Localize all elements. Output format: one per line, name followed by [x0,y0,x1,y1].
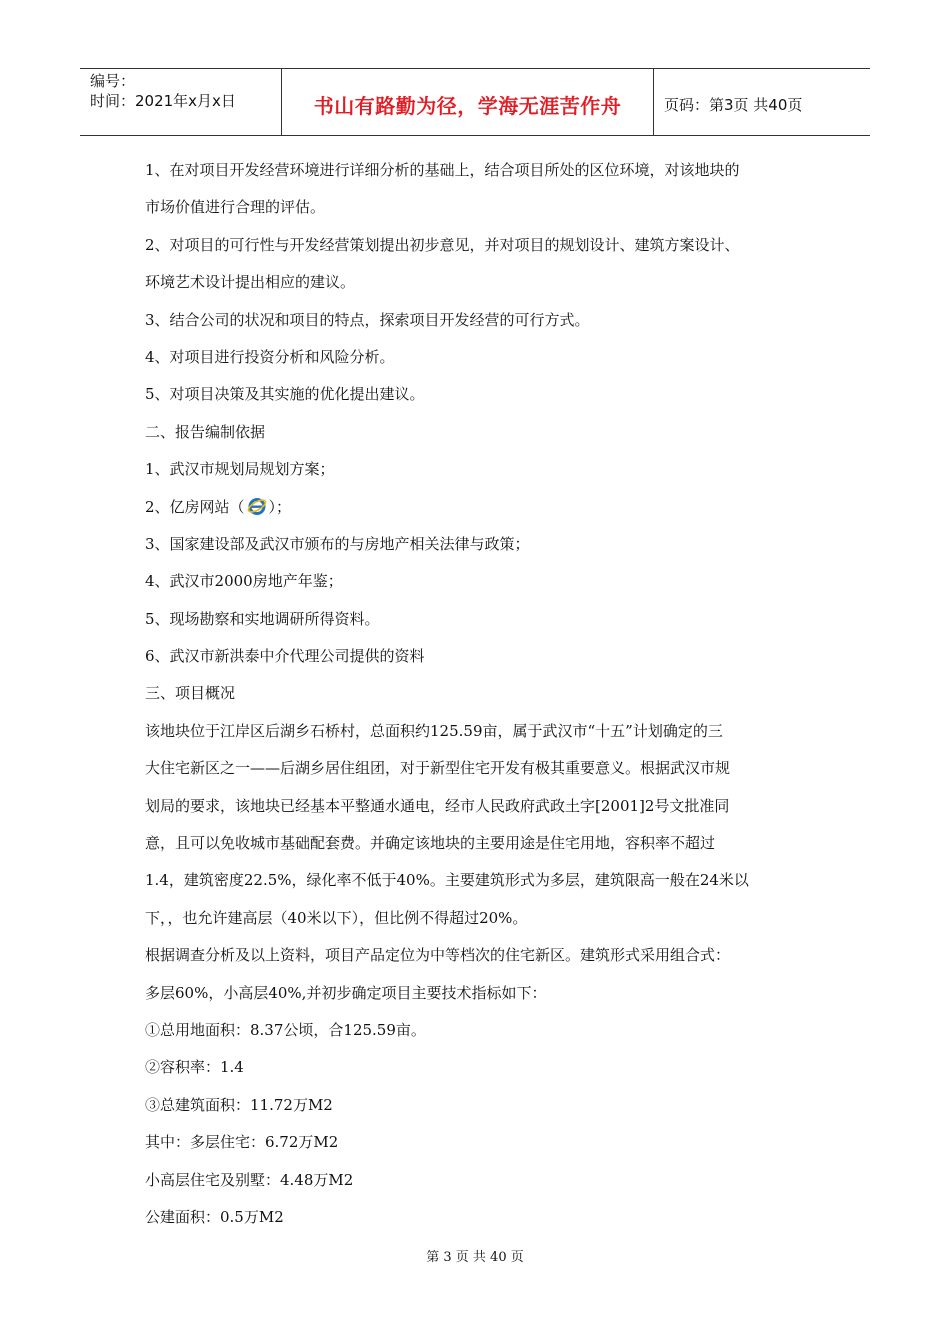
header-left-cell [80,69,282,135]
page-footer: 第 3 页 共 40 页 [426,1250,524,1265]
body-line: 小高层住宅及别墅：4.48万M2 [145,1170,354,1189]
body-line: 4、对项目进行投资分析和风险分析。 [145,347,395,366]
body-line: ③总建筑面积：11.72万M2 [145,1095,333,1114]
icon-line-before: 2、亿房网站（ [145,497,245,516]
body-line: 4、武汉市2000房地产年鉴； [145,572,343,591]
internet-explorer-icon [247,493,267,513]
header-page-label: 页码：第3页 共40页 [664,95,803,114]
body-line: 3、国家建设部及武汉市颁布的与房地产相关法律与政策； [145,534,530,553]
body-line: 下，，也允许建高层（40米以下），但比例不得超过20%。 [145,908,528,927]
body-line: 3、结合公司的状况和项目的特点，探索项目开发经营的可行方式。 [145,310,590,329]
body-line: 其中：多层住宅：6.72万M2 [145,1133,339,1152]
body-line: 1.4，建筑密度22.5%，绿化率不低于40%。主要建筑形式为多层，建筑限高一般在24米以 [145,871,749,890]
date-label: 时间：2021年x月x日 [90,92,236,110]
body-line: 1、武汉市规划局规划方案； [145,460,335,479]
body-line: 1、在对项目开发经营环境进行详细分析的基础上，结合项目所处的区位环境，对该地块的 [145,161,740,179]
icon-line-after: ）； [268,497,292,516]
serial-label: 编号： [90,72,136,90]
body-line: 大住宅新区之一——后湖乡居住组团，对于新型住宅开发有极其重要意义。根据武汉市规 [145,759,731,778]
body-line: 环境艺术设计提出相应的建议。 [145,273,356,292]
body-line: 5、对项目决策及其实施的优化提出建议。 [145,385,425,404]
body-line: 意，且可以免收城市基础配套费。并确定该地块的主要用途是住宅用地，容积率不超过 [145,834,716,853]
header-motto: 书山有路勤为径，学海无涯苦作舟 [282,69,654,135]
body-line: 划局的要求，该地块已经基本平整通水通电，经市人民政府武政土字[2001]2号文批准同 [145,796,730,815]
body-line-with-icon [145,489,815,526]
section-heading: 二、报告编制依据 [145,422,266,441]
body-line: 公建面积：0.5万M2 [145,1207,284,1226]
body-line: 2、对项目的可行性与开发经营策划提出初步意见，并对项目的规划设计、建筑方案设计、 [145,235,740,254]
body-line: 根据调查分析及以上资料，项目产品定位为中等档次的住宅新区。建筑形式采用组合式： [145,946,731,965]
document-body [145,152,815,1236]
header-table [80,68,870,136]
body-line: 多层60%，小高层40%,并初步确定项目主要技术指标如下： [145,983,547,1002]
body-line: ②容积率：1.4 [145,1058,244,1077]
body-line: 市场价值进行合理的评估。 [145,198,326,217]
body-line: 6、武汉市新洪泰中介代理公司提供的资料 [145,647,425,666]
section-heading: 三、项目概况 [145,684,236,703]
body-line: 该地块位于江岸区后湖乡石桥村，总面积约125.59亩，属于武汉市“十五”计划确定的三 [145,721,723,740]
body-line: ①总用地面积：8.37公顷，合125.59亩。 [145,1020,426,1039]
body-line: 5、现场勘察和实地调研所得资料。 [145,609,380,628]
